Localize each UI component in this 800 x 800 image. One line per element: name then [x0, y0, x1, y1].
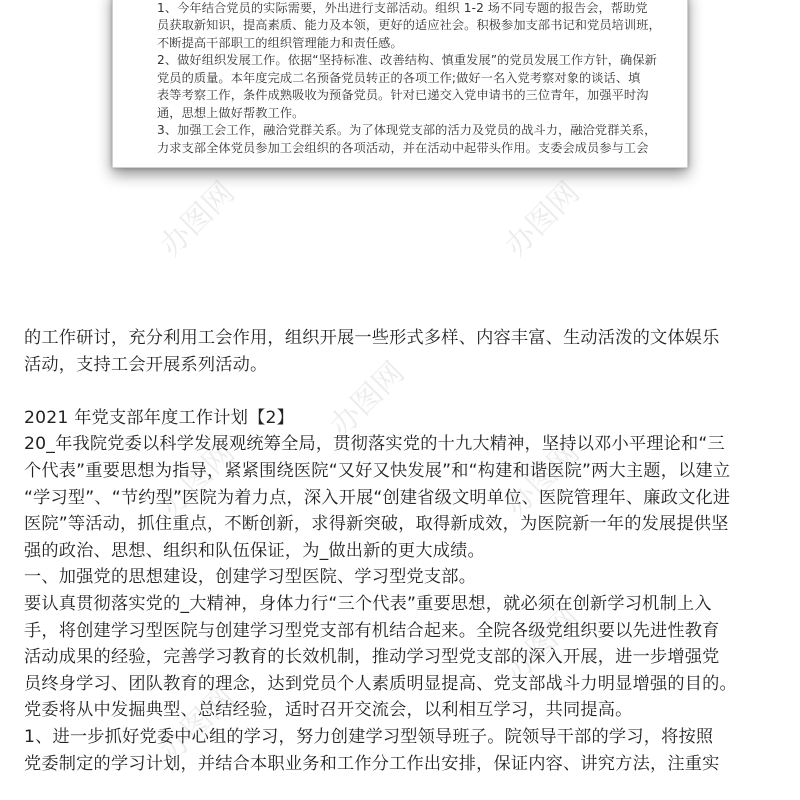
- preview-line: 通，思想上做好帮教工作。: [157, 105, 305, 120]
- paragraph-line: 活动成果的经验，完善学习教育的长效机制，推动学习型党支部的深入开展，进一步增强党: [24, 647, 720, 668]
- preview-text: [157, 0, 661, 157]
- preview-line: 党员的质量。本年度完成二名预备党员转正的各项工作;做好一名入党考察对象的谈话、填: [157, 70, 641, 85]
- watermark: 办图网: [498, 175, 587, 264]
- paragraph-line: 手，将创建学习型医院与创建学习型党支部有机结合起来。全院各级党组织要以先进性教育: [24, 620, 720, 641]
- paragraph-line: 活动，支持工会开展系列活动。: [24, 354, 268, 375]
- paragraph-line: 党委将从中发掘典型、总结经验，适时召开交流会，以利相互学习，共同提高。: [24, 700, 633, 721]
- watermark: 办图网: [498, 600, 587, 689]
- watermark: 办图网: [323, 355, 412, 444]
- paragraph-line: 个代表”重要思想为指导，紧紧围绕医院“又好又快发展”和“构建和谐医院”两大主题，以建立: [24, 460, 731, 481]
- watermark: 办图网: [153, 175, 242, 264]
- article-body: [24, 325, 784, 777]
- paragraph-line: 党委制定的学习计划，并结合本职业务和工作分工作出安排，保证内容、讲究方法，注重实: [24, 753, 720, 774]
- section-heading: 一、加强党的思想建设，创建学习型医院、学习型党支部。: [24, 567, 477, 588]
- paragraph-line: 强的政治、思想、组织和队伍保证，为_做出新的更大成绩。: [24, 540, 485, 561]
- watermark: 办图网: [153, 680, 242, 769]
- watermark: 办图网: [498, 435, 587, 524]
- paragraph-line: 20_年我院党委以科学发展观统筹全局，贯彻落实党的十九大精神，坚持以邓小平理论和“三: [24, 434, 725, 455]
- paragraph-line: 的工作研讨，充分利用工会作用，组织开展一些形式多样、内容丰富、生动活泼的文体娱乐: [24, 328, 720, 348]
- preview-line: 表等考察工作，条件成熟吸收为预备党员。针对已递交入党申请书的三位青年，加强平时沟: [157, 88, 649, 102]
- paragraph-line: 要认真贯彻落实党的_大精神，身体力行“三个代表”重要思想，就必须在创新学习机制上入: [24, 593, 712, 614]
- preview-line: 不断提高干部职工的组织管理能力和责任感。: [157, 35, 403, 50]
- paragraph-gap: [24, 378, 784, 405]
- preview-line: 力求支部全体党员参加工会组织的各项活动，并在活动中起带头作用。支委会成员参与工会: [157, 140, 649, 155]
- preview-line: 员获取新知识，提高素质、能力及本领，更好的适应社会。积极参加支部书记和党员培训班，: [157, 18, 661, 32]
- preview-line: 2、做好组织发展工作。依据“坚持标准、改善结构、慎重发展”的党员发展工作方针，确保新: [157, 53, 657, 67]
- paragraph-line: 员终身学习、团队教育的理念，达到党员个人素质明显提高、党支部战斗力明显增强的目的。: [24, 673, 737, 694]
- preview-line: 1、今年结合党员的实际需要，外出进行支部活动。组织 1-2 场不同专题的报告会，帮助党: [157, 0, 648, 15]
- preview-line: 3、加强工会工作，融洽党群关系。为了体现党支部的活力及党员的战斗力，融洽党群关系，: [157, 123, 657, 137]
- paragraph-line: 医院”等活动，抓住重点，不断创新，求得新突破，取得新成效，为医院新一年的发展提供坚: [24, 514, 729, 535]
- article-heading: 2021 年党支部年度工作计划【2】: [24, 407, 294, 428]
- paragraph-line: 1、进一步抓好党委中心组的学习，努力创建学习型领导班子。院领导干部的学习，将按照: [24, 726, 714, 747]
- document-preview-card: [112, 0, 688, 168]
- watermark: 办图网: [153, 435, 242, 524]
- paragraph-line: “学习型”、“节约型”医院为着力点，深入开展“创建省级文明单位、医院管理年、廉政文化进: [24, 487, 731, 508]
